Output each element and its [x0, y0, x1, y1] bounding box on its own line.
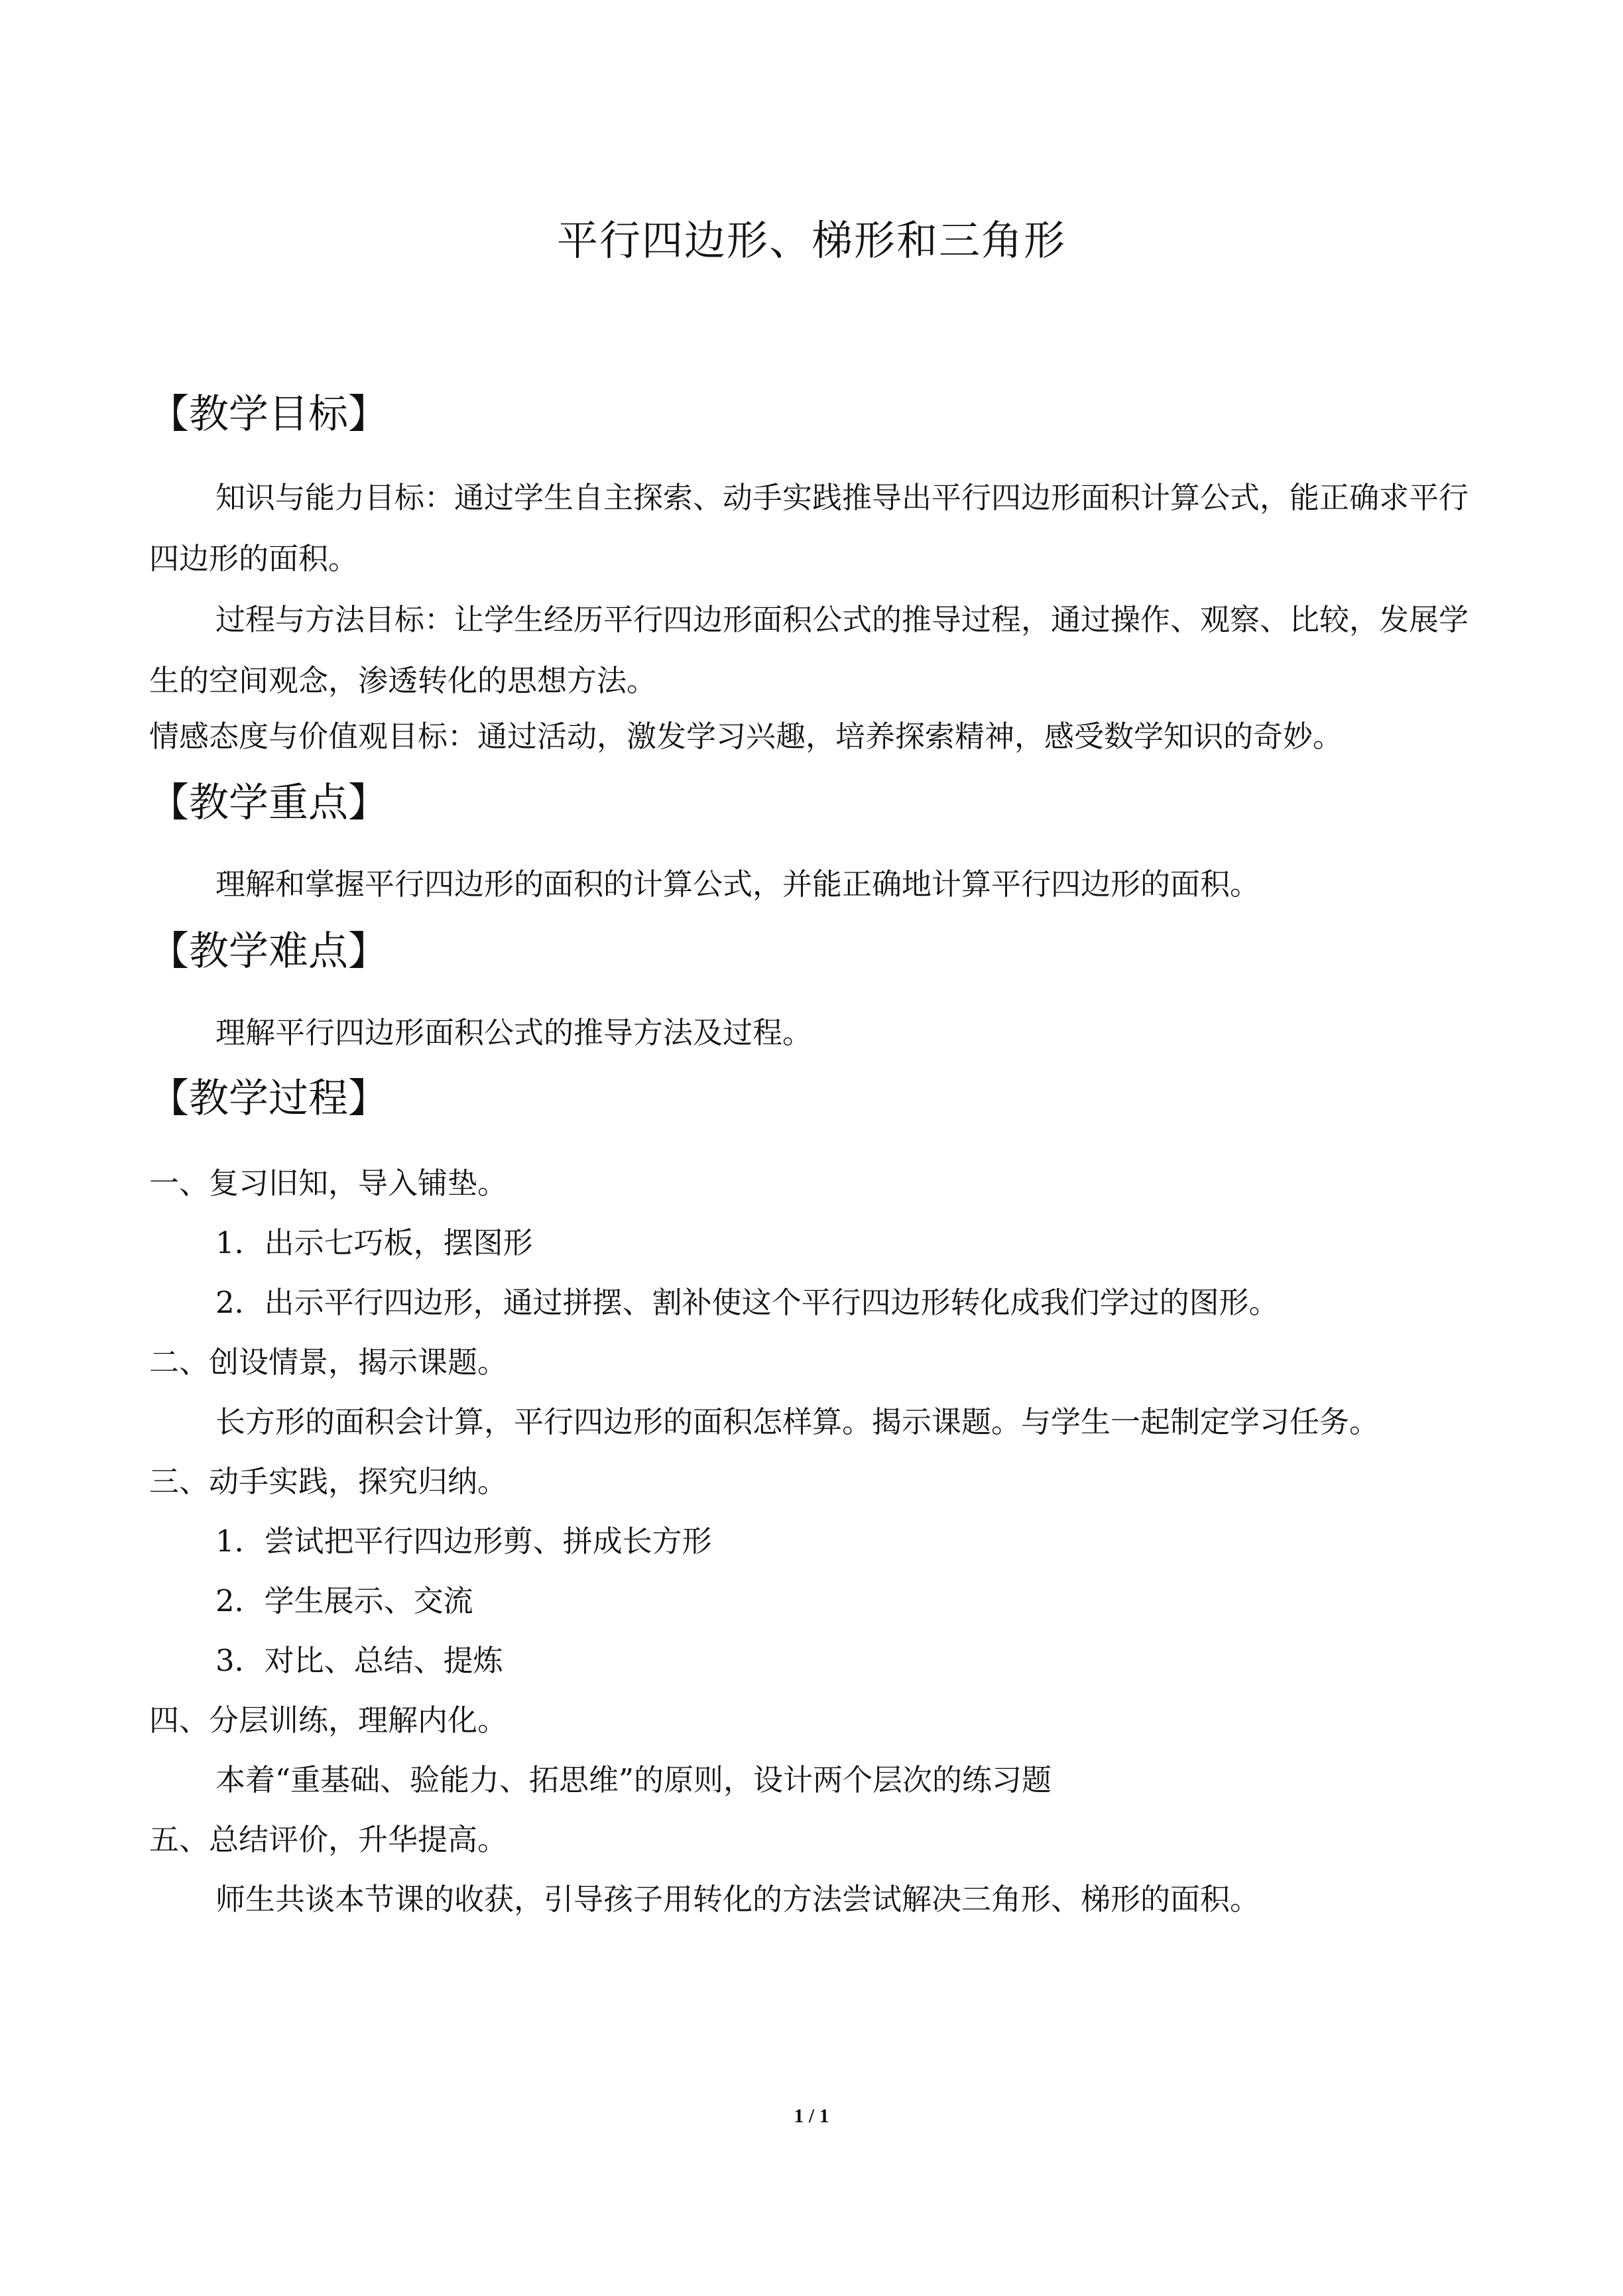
key-point-text: 理解和掌握平行四边形的面积的计算公式，并能正确地计算平行四边形的面积。 [215, 867, 1260, 902]
procedure-step-3-item-1: 1．尝试把平行四边形剪、拼成长方形 [215, 1524, 712, 1559]
procedure-step-3-item-3: 3．对比、总结、提炼 [215, 1643, 503, 1678]
goal-knowledge: 知识与能力目标：通过学生自主探索、动手实践推导出平行四边形面积计算公式，能正确求平行四边形的面积。 [149, 480, 1469, 576]
heading-goals: 【教学目标】 [149, 391, 388, 438]
page-number: 1 / 1 [794, 2105, 829, 2127]
difficulty-text: 理解平行四边形面积公式的推导方法及过程。 [215, 1015, 813, 1050]
heading-procedure: 【教学过程】 [149, 1075, 388, 1122]
procedure-step-5: 五、总结评价，升华提高。 [149, 1822, 508, 1857]
goal-process: 过程与方法目标：让学生经历平行四边形面积公式的推导过程，通过操作、观察、比较，发展学生的空间观念，渗透转化的思想方法。 [149, 602, 1469, 698]
procedure-step-3-item-2: 2．学生展示、交流 [215, 1583, 473, 1618]
procedure-step-4: 四、分层训练，理解内化。 [149, 1703, 508, 1738]
document-title: 平行四边形、梯形和三角形 [556, 216, 1066, 265]
procedure-step-5-text: 师生共谈本节课的收获，引导孩子用转化的方法尝试解决三角形、梯形的面积。 [215, 1882, 1260, 1917]
procedure-step-1-item-2: 2．出示平行四边形，通过拼摆、割补使这个平行四边形转化成我们学过的图形。 [215, 1285, 1279, 1320]
heading-key-point: 【教学重点】 [149, 780, 388, 826]
procedure-step-1: 一、复习旧知，导入铺垫。 [149, 1166, 508, 1201]
procedure-step-3: 三、动手实践，探究归纳。 [149, 1464, 508, 1499]
procedure-step-2: 二、创设情景，揭示课题。 [149, 1345, 508, 1380]
procedure-step-2-text: 长方形的面积会计算，平行四边形的面积怎样算。揭示课题。与学生一起制定学习任务。 [215, 1404, 1380, 1439]
heading-difficulty: 【教学难点】 [149, 928, 388, 975]
procedure-step-1-item-1: 1．出示七巧板，摆图形 [215, 1225, 533, 1260]
procedure-step-4-text: 本着“重基础、验能力、拓思维”的原则，设计两个层次的练习题 [215, 1762, 1052, 1797]
goal-emotion: 情感态度与价值观目标：通过活动，激发学习兴趣，培养探索精神，感受数学知识的奇妙。 [149, 719, 1343, 754]
